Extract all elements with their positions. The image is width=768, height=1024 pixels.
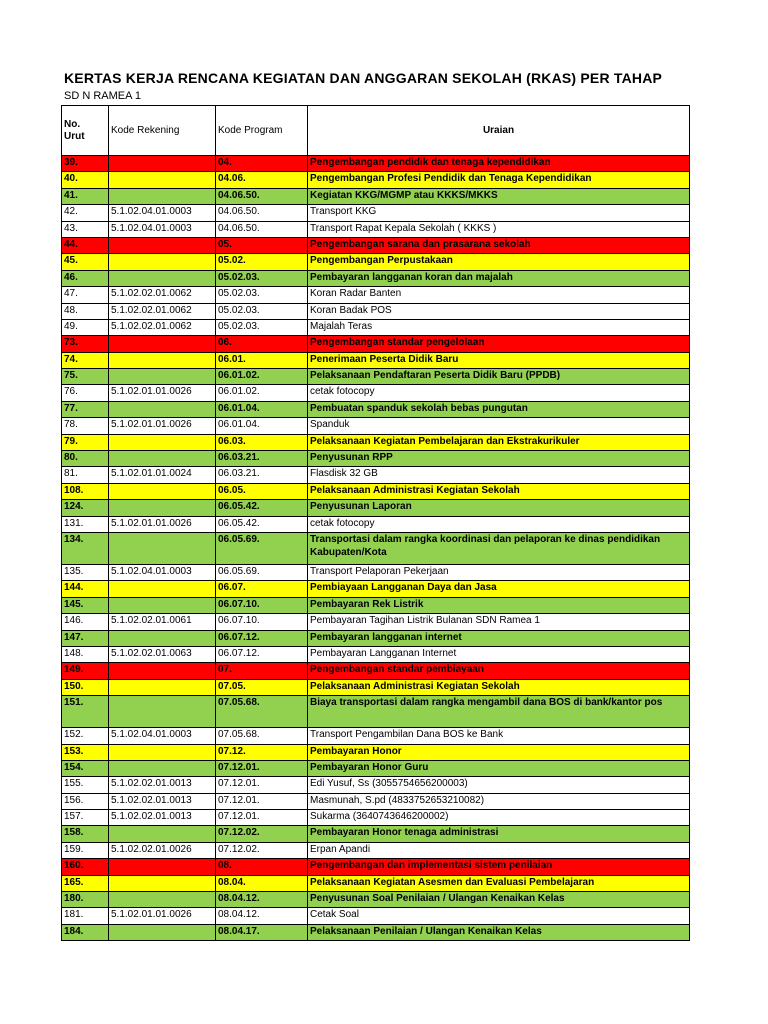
cell-uraian: Pembayaran Honor tenaga administrasi: [308, 826, 690, 842]
cell-kode-program: 06.05.: [216, 483, 308, 499]
cell-kode-rekening: 5.1.02.02.01.0061: [109, 614, 216, 630]
table-row: [62, 663, 690, 679]
cell-kode-rekening: 5.1.02.01.01.0026: [109, 516, 216, 532]
cell-kode-program: 06.07.12.: [216, 646, 308, 662]
table-row: [62, 892, 690, 908]
cell-kode-program: 04.06.: [216, 172, 308, 188]
cell-no-urut: 44.: [62, 237, 109, 253]
cell-no-urut: 79.: [62, 434, 109, 450]
cell-kode-program: 07.05.68.: [216, 696, 308, 728]
cell-kode-program: 08.04.12.: [216, 892, 308, 908]
table-row: [62, 859, 690, 875]
cell-uraian: Erpan Apandi: [308, 842, 690, 858]
cell-kode-rekening: [109, 696, 216, 728]
cell-uraian: Pelaksanaan Pendaftaran Peserta Didik Baru (PPDB): [308, 369, 690, 385]
table-row: [62, 696, 690, 728]
cell-uraian: Pengembangan pendidik dan tenaga kependidikan: [308, 156, 690, 172]
cell-kode-program: 06.01.02.: [216, 369, 308, 385]
cell-kode-rekening: [109, 156, 216, 172]
table-row: [62, 516, 690, 532]
document-title: KERTAS KERJA RENCANA KEGIATAN DAN ANGGARAN SEKOLAH (RKAS) PER TAHAP: [64, 70, 663, 86]
cell-no-urut: 73.: [62, 336, 109, 352]
cell-kode-rekening: [109, 630, 216, 646]
cell-uraian: Pelaksanaan Administrasi Kegiatan Sekolah: [308, 483, 690, 499]
cell-kode-rekening: [109, 434, 216, 450]
table-row: [62, 679, 690, 695]
cell-kode-program: 07.12.02.: [216, 826, 308, 842]
cell-no-urut: 40.: [62, 172, 109, 188]
cell-kode-rekening: [109, 451, 216, 467]
cell-kode-program: 08.: [216, 859, 308, 875]
cell-uraian: Cetak Soal: [308, 908, 690, 924]
school-name: SD N RAMEA 1: [64, 90, 142, 102]
cell-kode-rekening: [109, 597, 216, 613]
table-row: [62, 451, 690, 467]
cell-no-urut: 165.: [62, 875, 109, 891]
cell-kode-rekening: [109, 237, 216, 253]
cell-kode-rekening: 5.1.02.01.01.0024: [109, 467, 216, 483]
cell-no-urut: 148.: [62, 646, 109, 662]
cell-kode-program: 06.07.: [216, 581, 308, 597]
cell-no-urut: 76.: [62, 385, 109, 401]
table-row: [62, 369, 690, 385]
cell-kode-program: 04.06.50.: [216, 221, 308, 237]
cell-kode-rekening: 5.1.02.02.01.0062: [109, 319, 216, 335]
table-row: [62, 924, 690, 940]
cell-uraian: Pelaksanaan Kegiatan Asesmen dan Evaluasi Pembelajaran: [308, 875, 690, 891]
cell-kode-rekening: 5.1.02.04.01.0003: [109, 728, 216, 744]
table-row: [62, 188, 690, 204]
cell-kode-rekening: [109, 500, 216, 516]
cell-kode-rekening: 5.1.02.01.01.0026: [109, 385, 216, 401]
table-row: [62, 483, 690, 499]
table-row: [62, 303, 690, 319]
table-row: [62, 760, 690, 776]
table-row: [62, 646, 690, 662]
table-row: [62, 401, 690, 417]
cell-kode-program: 05.: [216, 237, 308, 253]
cell-kode-program: 06.01.04.: [216, 401, 308, 417]
cell-no-urut: 39.: [62, 156, 109, 172]
cell-no-urut: 135.: [62, 564, 109, 580]
cell-uraian: Pengembangan sarana dan prasarana sekolah: [308, 237, 690, 253]
cell-no-urut: 124.: [62, 500, 109, 516]
cell-no-urut: 156.: [62, 793, 109, 809]
cell-uraian: Transportasi dalam rangka koordinasi dan pelaporan ke dinas pendidikan Kabupaten/Kota: [308, 532, 690, 564]
cell-no-urut: 77.: [62, 401, 109, 417]
cell-uraian: Transport Rapat Kepala Sekolah ( KKKS ): [308, 221, 690, 237]
table-header-row: [62, 106, 690, 156]
cell-kode-rekening: [109, 401, 216, 417]
cell-kode-program: 06.01.: [216, 352, 308, 368]
cell-kode-program: 08.04.12.: [216, 908, 308, 924]
cell-uraian: Pengembangan Profesi Pendidik dan Tenaga Kependidikan: [308, 172, 690, 188]
cell-uraian: Masmunah, S.pd (4833752653210082): [308, 793, 690, 809]
cell-uraian: Flasdisk 32 GB: [308, 467, 690, 483]
cell-kode-program: 07.12.01.: [216, 760, 308, 776]
cell-kode-program: 06.03.21.: [216, 451, 308, 467]
table-row: [62, 728, 690, 744]
cell-no-urut: 159.: [62, 842, 109, 858]
cell-uraian: Majalah Teras: [308, 319, 690, 335]
table-row: [62, 630, 690, 646]
cell-no-urut: 158.: [62, 826, 109, 842]
cell-kode-program: 07.12.01.: [216, 777, 308, 793]
cell-uraian: Pengembangan Perpustakaan: [308, 254, 690, 270]
cell-kode-rekening: [109, 352, 216, 368]
table-row: [62, 597, 690, 613]
cell-kode-rekening: 5.1.02.02.01.0013: [109, 810, 216, 826]
table-row: [62, 418, 690, 434]
cell-no-urut: 151.: [62, 696, 109, 728]
cell-kode-program: 08.04.: [216, 875, 308, 891]
table-row: [62, 287, 690, 303]
cell-kode-rekening: [109, 663, 216, 679]
cell-uraian: Pembayaran Langganan Internet: [308, 646, 690, 662]
cell-kode-program: 06.01.04.: [216, 418, 308, 434]
header-no-urut: No. Urut: [62, 106, 109, 156]
cell-uraian: Transport Pengambilan Dana BOS ke Bank: [308, 728, 690, 744]
cell-uraian: Penyusunan Soal Penilaian / Ulangan Kenaikan Kelas: [308, 892, 690, 908]
cell-uraian: Transport KKG: [308, 205, 690, 221]
table-row: [62, 581, 690, 597]
cell-kode-program: 07.12.01.: [216, 810, 308, 826]
cell-no-urut: 155.: [62, 777, 109, 793]
cell-no-urut: 80.: [62, 451, 109, 467]
table-row: [62, 156, 690, 172]
cell-kode-rekening: [109, 188, 216, 204]
cell-no-urut: 42.: [62, 205, 109, 221]
cell-kode-rekening: [109, 859, 216, 875]
cell-uraian: cetak fotocopy: [308, 385, 690, 401]
table-row: [62, 826, 690, 842]
cell-kode-rekening: [109, 581, 216, 597]
cell-uraian: Penyusunan Laporan: [308, 500, 690, 516]
cell-kode-program: 07.12.02.: [216, 842, 308, 858]
table-row: [62, 810, 690, 826]
cell-uraian: Pembayaran Honor: [308, 744, 690, 760]
cell-kode-rekening: [109, 744, 216, 760]
table-row: [62, 467, 690, 483]
cell-uraian: Sukarma (3640743646200002): [308, 810, 690, 826]
cell-uraian: Pelaksanaan Administrasi Kegiatan Sekolah: [308, 679, 690, 695]
cell-no-urut: 49.: [62, 319, 109, 335]
cell-no-urut: 46.: [62, 270, 109, 286]
cell-no-urut: 131.: [62, 516, 109, 532]
cell-kode-rekening: [109, 892, 216, 908]
cell-kode-program: 06.05.69.: [216, 532, 308, 564]
table-row: [62, 319, 690, 335]
cell-uraian: Biaya transportasi dalam rangka mengambil dana BOS di bank/kantor pos: [308, 696, 690, 728]
header-kode-rekening: Kode Rekening: [109, 106, 216, 156]
cell-kode-rekening: [109, 760, 216, 776]
table-row: [62, 237, 690, 253]
cell-kode-program: 06.07.12.: [216, 630, 308, 646]
cell-kode-rekening: 5.1.02.04.01.0003: [109, 564, 216, 580]
cell-uraian: Koran Radar Banten: [308, 287, 690, 303]
cell-uraian: Pembiayaan Langganan Daya dan Jasa: [308, 581, 690, 597]
cell-uraian: Spanduk: [308, 418, 690, 434]
cell-no-urut: 160.: [62, 859, 109, 875]
cell-kode-program: 06.05.69.: [216, 564, 308, 580]
table-row: [62, 777, 690, 793]
cell-kode-rekening: 5.1.02.02.01.0026: [109, 842, 216, 858]
cell-no-urut: 74.: [62, 352, 109, 368]
cell-no-urut: 41.: [62, 188, 109, 204]
cell-kode-rekening: 5.1.02.02.01.0013: [109, 777, 216, 793]
table-row: [62, 793, 690, 809]
cell-uraian: Pembayaran langganan internet: [308, 630, 690, 646]
cell-kode-rekening: 5.1.02.04.01.0003: [109, 205, 216, 221]
cell-uraian: Pengembangan standar pembiayaan: [308, 663, 690, 679]
cell-kode-rekening: [109, 172, 216, 188]
cell-kode-program: 05.02.03.: [216, 270, 308, 286]
table-row: [62, 744, 690, 760]
cell-kode-program: 07.: [216, 663, 308, 679]
cell-no-urut: 43.: [62, 221, 109, 237]
table-body: [62, 156, 690, 941]
cell-kode-program: 04.06.50.: [216, 205, 308, 221]
cell-kode-rekening: [109, 369, 216, 385]
cell-kode-rekening: [109, 336, 216, 352]
cell-no-urut: 145.: [62, 597, 109, 613]
cell-uraian: Pelaksanaan Kegiatan Pembelajaran dan Ekstrakurikuler: [308, 434, 690, 450]
cell-no-urut: 153.: [62, 744, 109, 760]
header-kode-program: Kode Program: [216, 106, 308, 156]
table-row: [62, 434, 690, 450]
table-row: [62, 352, 690, 368]
table-row: [62, 254, 690, 270]
cell-no-urut: 152.: [62, 728, 109, 744]
cell-no-urut: 180.: [62, 892, 109, 908]
cell-uraian: Pelaksanaan Penilaian / Ulangan Kenaikan Kelas: [308, 924, 690, 940]
cell-no-urut: 47.: [62, 287, 109, 303]
cell-kode-rekening: [109, 875, 216, 891]
cell-uraian: Edi Yusuf, Ss (3055754656200003): [308, 777, 690, 793]
cell-kode-program: 05.02.03.: [216, 303, 308, 319]
rkas-table: [61, 105, 690, 941]
cell-no-urut: 75.: [62, 369, 109, 385]
cell-uraian: Penyusunan RPP: [308, 451, 690, 467]
cell-uraian: cetak fotocopy: [308, 516, 690, 532]
table-row: [62, 875, 690, 891]
cell-no-urut: 144.: [62, 581, 109, 597]
cell-kode-program: 07.05.: [216, 679, 308, 695]
cell-kode-rekening: 5.1.02.02.01.0062: [109, 303, 216, 319]
cell-kode-rekening: [109, 826, 216, 842]
cell-kode-program: 05.02.03.: [216, 287, 308, 303]
table-row: [62, 500, 690, 516]
cell-kode-program: 06.03.21.: [216, 467, 308, 483]
cell-uraian: Penerimaan Peserta Didik Baru: [308, 352, 690, 368]
cell-kode-program: 06.05.42.: [216, 516, 308, 532]
header-uraian: Uraian: [308, 106, 690, 156]
cell-kode-program: 07.05.68.: [216, 728, 308, 744]
cell-kode-program: 07.12.: [216, 744, 308, 760]
cell-kode-rekening: 5.1.02.02.01.0063: [109, 646, 216, 662]
cell-no-urut: 147.: [62, 630, 109, 646]
cell-no-urut: 184.: [62, 924, 109, 940]
cell-uraian: Pembayaran Rek Listrik: [308, 597, 690, 613]
table-row: [62, 908, 690, 924]
cell-kode-program: 06.07.10.: [216, 614, 308, 630]
cell-kode-program: 05.02.03.: [216, 319, 308, 335]
cell-kode-program: 06.03.: [216, 434, 308, 450]
cell-kode-rekening: 5.1.02.01.01.0026: [109, 418, 216, 434]
cell-no-urut: 150.: [62, 679, 109, 695]
cell-no-urut: 134.: [62, 532, 109, 564]
cell-kode-rekening: 5.1.02.02.01.0013: [109, 793, 216, 809]
cell-uraian: Pembayaran langganan koran dan majalah: [308, 270, 690, 286]
table-row: [62, 205, 690, 221]
cell-kode-program: 04.06.50.: [216, 188, 308, 204]
cell-uraian: Transport Pelaporan Pekerjaan: [308, 564, 690, 580]
cell-no-urut: 108.: [62, 483, 109, 499]
cell-no-urut: 157.: [62, 810, 109, 826]
cell-no-urut: 48.: [62, 303, 109, 319]
cell-kode-program: 06.07.10.: [216, 597, 308, 613]
cell-kode-rekening: [109, 532, 216, 564]
cell-kode-program: 06.: [216, 336, 308, 352]
cell-kode-program: 05.02.: [216, 254, 308, 270]
table-row: [62, 385, 690, 401]
cell-kode-rekening: [109, 679, 216, 695]
cell-uraian: Pembayaran Honor Guru: [308, 760, 690, 776]
cell-no-urut: 78.: [62, 418, 109, 434]
table-row: [62, 270, 690, 286]
cell-uraian: Pembuatan spanduk sekolah bebas pungutan: [308, 401, 690, 417]
cell-uraian: Pengembangan dan implementasi sistem penilaian: [308, 859, 690, 875]
cell-uraian: Koran Badak POS: [308, 303, 690, 319]
table-row: [62, 564, 690, 580]
table-row: [62, 532, 690, 564]
cell-no-urut: 149.: [62, 663, 109, 679]
cell-kode-rekening: 5.1.02.04.01.0003: [109, 221, 216, 237]
cell-kode-program: 07.12.01.: [216, 793, 308, 809]
cell-kode-rekening: [109, 483, 216, 499]
table-row: [62, 336, 690, 352]
cell-no-urut: 81.: [62, 467, 109, 483]
table-row: [62, 172, 690, 188]
cell-kode-program: 04.: [216, 156, 308, 172]
cell-uraian: Kegiatan KKG/MGMP atau KKKS/MKKS: [308, 188, 690, 204]
cell-kode-rekening: [109, 254, 216, 270]
cell-kode-program: 06.05.42.: [216, 500, 308, 516]
cell-kode-rekening: [109, 270, 216, 286]
table-row: [62, 614, 690, 630]
cell-no-urut: 146.: [62, 614, 109, 630]
cell-no-urut: 154.: [62, 760, 109, 776]
cell-kode-program: 08.04.17.: [216, 924, 308, 940]
cell-kode-rekening: 5.1.02.01.01.0026: [109, 908, 216, 924]
table-row: [62, 221, 690, 237]
cell-uraian: Pembayaran Tagihan Listrik Bulanan SDN Ramea 1: [308, 614, 690, 630]
cell-no-urut: 45.: [62, 254, 109, 270]
table-row: [62, 842, 690, 858]
cell-kode-rekening: 5.1.02.02.01.0062: [109, 287, 216, 303]
cell-uraian: Pengembangan standar pengelolaan: [308, 336, 690, 352]
cell-kode-program: 06.01.02.: [216, 385, 308, 401]
cell-kode-rekening: [109, 924, 216, 940]
cell-no-urut: 181.: [62, 908, 109, 924]
